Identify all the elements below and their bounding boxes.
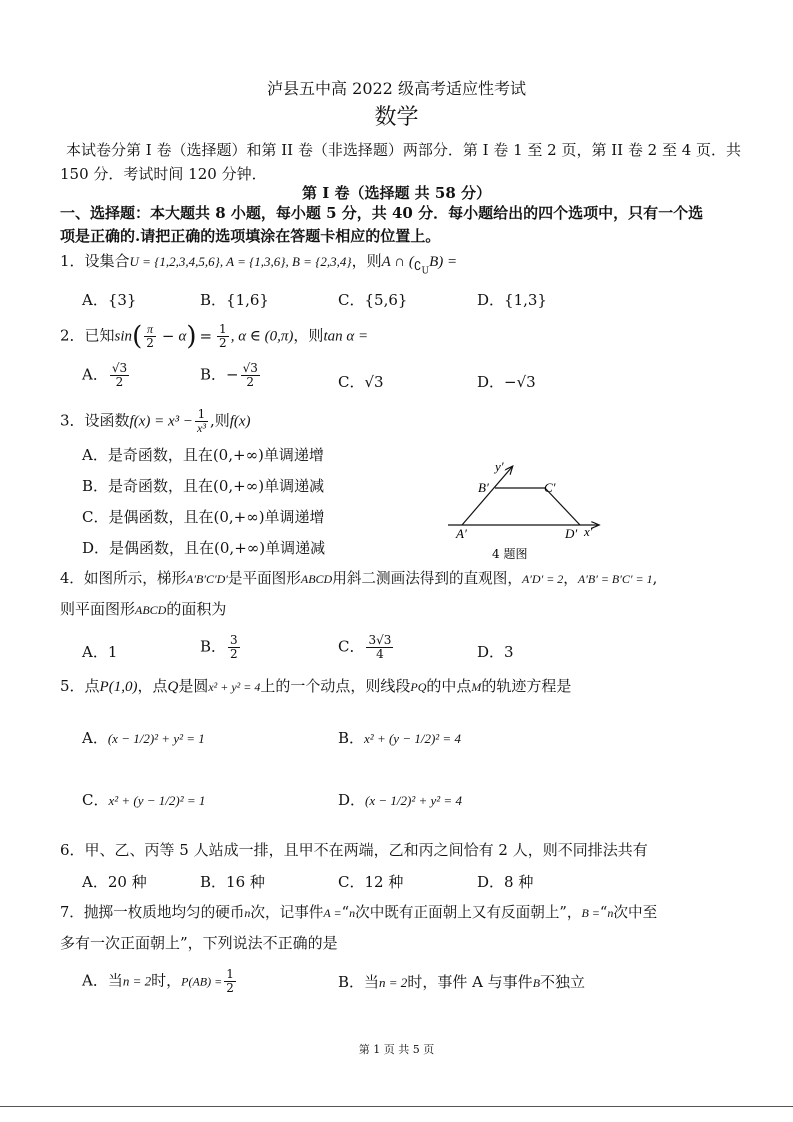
fig-a-label: A′ xyxy=(456,526,467,541)
q7-option-a-text-b: 时， xyxy=(151,971,182,990)
q2-option-c[interactable]: C．√3 xyxy=(338,373,384,391)
q2-option-a-den: 2 xyxy=(115,375,124,389)
q1-sets: U = {1,2,3,4,5,6}, A = {1,3,6}, B = {2,3,4} xyxy=(129,254,352,269)
q4-option-b-num: 3 xyxy=(230,633,238,647)
q2-alpha: α xyxy=(178,328,187,345)
q2-pi: π xyxy=(144,323,156,337)
question-6: 6．甲、乙、丙等 5 人站成一排，且甲不在两端，乙和丙之间恰有 2 人，则不同排法共有 xyxy=(60,841,648,859)
q4-option-c[interactable] xyxy=(338,634,395,661)
fig-d-label: D′ xyxy=(565,526,578,541)
section-instruction-2: 项是正确的.请把正确的选项填涂在答题卡相应的位置上。 xyxy=(60,227,441,245)
question-1 xyxy=(60,251,457,281)
q4-comma: ， xyxy=(563,570,578,587)
q3-option-c[interactable]: C．是偶函数，且在(0,+∞)单调递增 xyxy=(82,508,325,526)
q1-expr2: B) = xyxy=(429,254,458,270)
q3-fx: f(x) = x³ − xyxy=(129,413,194,430)
q5-p: P(1,0) xyxy=(99,679,138,695)
q5-q: Q xyxy=(167,679,179,695)
q2-option-b-den: 2 xyxy=(246,375,255,389)
q4-line2-a: 则平面图形 xyxy=(60,600,136,618)
fig-x-label: x′ xyxy=(584,524,593,539)
q5-circle: x² + y² = 4 xyxy=(208,680,261,694)
q4-abcd-2: ABCD xyxy=(135,603,167,617)
q3-frac-d: x³ xyxy=(197,421,206,435)
q7-option-b[interactable] xyxy=(338,972,585,993)
y-axis xyxy=(462,467,512,525)
q1-prefix: 1．设集合 xyxy=(60,252,130,270)
fig-caption: 4 题图 xyxy=(492,547,528,561)
q5-option-b[interactable] xyxy=(338,728,461,749)
q2-half-n: 1 xyxy=(219,322,227,336)
q5-option-c[interactable] xyxy=(82,790,205,811)
section-title: 第 I 卷（选择题 共 58 分） xyxy=(301,184,491,202)
q7-option-b-cond: n = 2 xyxy=(379,975,408,990)
q7-option-a-den: 2 xyxy=(226,981,234,995)
q5-text-d: 上的一个动点，则线段 xyxy=(260,677,411,695)
q5-pq: PQ xyxy=(410,680,427,694)
subject-title: 数学 xyxy=(374,105,419,130)
section-instruction-1: 一、选择题：本大题共 8 小题，每小题 5 分，共 40 分．每小题给出的四个选项中，只有一个选 xyxy=(60,204,704,222)
q3-option-b[interactable]: B．是奇函数，且在(0,+∞)单调递减 xyxy=(82,477,325,495)
q7-a-eq: A = xyxy=(323,906,342,920)
q7-option-a-p: P(AB) = xyxy=(181,974,223,989)
q5-m: M xyxy=(471,680,482,694)
q4-option-c-num: 3√3 xyxy=(368,633,392,647)
q4-option-a[interactable]: A．1 xyxy=(82,643,118,661)
q1-option-a[interactable]: A．{3} xyxy=(82,291,137,309)
q5-option-c-label: C． xyxy=(82,791,109,809)
q4-option-b-den: 2 xyxy=(230,647,238,661)
q6-option-a[interactable]: A．20 种 xyxy=(82,873,147,891)
q7-option-a[interactable] xyxy=(82,968,238,995)
q5-option-a-label: A． xyxy=(82,729,108,747)
q1-option-c[interactable]: C．{5,6} xyxy=(338,291,408,309)
q3-suffix: ,则 xyxy=(209,411,230,430)
q3-option-d[interactable]: D．是偶函数，且在(0,+∞)单调递减 xyxy=(82,539,326,557)
q4-text-a: 4．如图所示，梯形 xyxy=(60,570,187,587)
q2-tan: tan α = xyxy=(323,328,369,345)
q7-text-e: “ xyxy=(599,904,608,921)
q1-suffix: ，则 xyxy=(351,252,382,270)
q1-option-d[interactable]: D．{1,3} xyxy=(477,291,547,309)
q7-text-b: 次，记事件 xyxy=(250,904,324,921)
q2-option-d[interactable]: D．−√3 xyxy=(477,373,536,391)
q2-option-b[interactable] xyxy=(200,362,262,389)
exam-title: 泸县五中高 2022 级高考适应性考试 xyxy=(267,79,526,98)
q2-option-a[interactable] xyxy=(82,362,131,389)
q2-two: 2 xyxy=(146,336,154,350)
q4-end: , xyxy=(652,570,658,587)
page-footer: 第 1 页 共 5 页 xyxy=(358,1043,435,1056)
q7-option-a-cond: n = 2 xyxy=(122,973,152,989)
q2-suffix: ，则 xyxy=(293,326,324,345)
q6-option-d[interactable]: D．8 种 xyxy=(477,873,534,891)
q4-option-d[interactable]: D．3 xyxy=(477,643,514,661)
q7-n-3: n xyxy=(607,906,614,920)
q2-half-d: 2 xyxy=(219,336,227,350)
q4-text-c: 用斜二测画法得到的直观图， xyxy=(332,570,522,587)
q2-option-a-label: A． xyxy=(82,365,108,384)
q1-expr: A ∩ ( xyxy=(381,254,414,270)
q6-option-b[interactable]: B．16 种 xyxy=(200,873,265,891)
q5-option-b-expr: x² + (y − 1/2)² = 4 xyxy=(364,731,461,746)
figure-4-trapezoid xyxy=(440,455,610,565)
question-4-line-2 xyxy=(60,599,226,620)
q2-prefix: 2．已知 xyxy=(60,326,115,345)
fig-y-label: y′ xyxy=(495,459,504,474)
q7-b-eq: B = xyxy=(581,906,600,920)
q5-option-d[interactable] xyxy=(338,790,462,811)
question-5 xyxy=(60,676,571,697)
q3-frac-n: 1 xyxy=(195,408,208,422)
q5-option-c-expr: x² + (y − 1/2)² = 1 xyxy=(108,793,206,808)
q7-option-a-num: 1 xyxy=(226,967,234,981)
q5-option-d-label: D． xyxy=(338,791,366,809)
q2-option-a-num: √3 xyxy=(111,361,128,375)
q5-text-c: 是圆 xyxy=(178,677,209,695)
q7-text-c: “ xyxy=(341,904,350,921)
question-3 xyxy=(60,408,251,435)
q3-prefix: 3．设函数 xyxy=(60,411,130,430)
q7-option-b-text-c: 不独立 xyxy=(540,973,586,991)
q3-fx2: f(x) xyxy=(229,413,251,430)
q4-line2-b: 的面积为 xyxy=(166,600,227,618)
page-bottom-rule xyxy=(0,1106,793,1107)
q5-option-d-expr: (x − 1/2)² + y² = 4 xyxy=(365,793,462,808)
question-2: 2．已知sin( $\frac{\pi}{2}$ − α) = $\frac{1}{2}$ , α ∈ (0,π)，则tan α = xyxy=(60,321,369,352)
q7-text-a: 7．抛掷一枚质地均匀的硬币 xyxy=(60,904,245,921)
q2-option-b-label: B．− xyxy=(200,365,239,384)
q4-option-b-label: B． xyxy=(200,637,227,656)
q2-eq: = xyxy=(199,326,213,345)
q7-option-a-text-a: A．当 xyxy=(82,971,123,990)
q4-option-c-den: 4 xyxy=(376,647,384,661)
q5-text-f: 的轨迹方程是 xyxy=(481,677,572,695)
question-4 xyxy=(60,569,657,589)
fig-b-label: B′ xyxy=(478,480,489,495)
q7-option-b-text-a: B．当 xyxy=(338,973,380,991)
q7-option-b-text-b: 时，事件 A 与事件 xyxy=(407,973,533,991)
q7-text-f: 次中至 xyxy=(613,904,658,921)
q7-n-2: n xyxy=(349,906,356,920)
q6-option-c[interactable]: C．12 种 xyxy=(338,873,404,891)
q2-cond: , α ∈ (0,π) xyxy=(230,328,294,345)
q1-option-b[interactable]: B．{1,6} xyxy=(200,291,269,309)
q7-text-d: 次中既有正面朝上又有反面朝上”， xyxy=(355,904,582,921)
q4-option-c-label: C． xyxy=(338,637,365,656)
q2-sin: sin xyxy=(114,328,133,345)
q7-option-b-event: B xyxy=(532,976,541,990)
q5-option-b-label: B． xyxy=(338,729,365,747)
question-7-line-2: 多有一次正面朝上”，下列说法不正确的是 xyxy=(60,934,338,952)
complement-symbol: ∁U xyxy=(413,259,430,277)
question-7 xyxy=(60,903,657,923)
q5-option-a-expr: (x − 1/2)² + y² = 1 xyxy=(107,731,205,746)
q4-abcd: ABCD xyxy=(300,572,333,586)
q4-option-b[interactable] xyxy=(200,634,242,661)
q5-text-b: ，点 xyxy=(137,677,168,695)
intro-line-2: 150 分．考试时间 120 分钟． xyxy=(60,165,267,183)
q7-n: n xyxy=(244,906,251,920)
q4-trap: A′B′C′D′ xyxy=(186,572,228,586)
q5-option-a[interactable] xyxy=(82,728,205,749)
fig-c-label: C′ xyxy=(544,480,556,495)
q5-text-a: 5．点 xyxy=(60,677,100,695)
q3-option-a[interactable]: A．是奇函数，且在(0,+∞)单调递增 xyxy=(82,446,324,464)
q4-cond1: A′D′ = 2 xyxy=(521,572,564,586)
intro-line-1: 本试卷分第 I 卷（选择题）和第 II 卷（非选择题）两部分．第 I 卷 1 至 2 页，第 II 卷 2 至 4 页．共 xyxy=(66,141,742,159)
q4-text-b: 是平面图形 xyxy=(227,570,301,587)
q5-text-e: 的中点 xyxy=(426,677,472,695)
q2-option-b-num: √3 xyxy=(242,361,258,375)
q4-cond2: A′B′ = B′C′ = 1 xyxy=(577,572,653,586)
